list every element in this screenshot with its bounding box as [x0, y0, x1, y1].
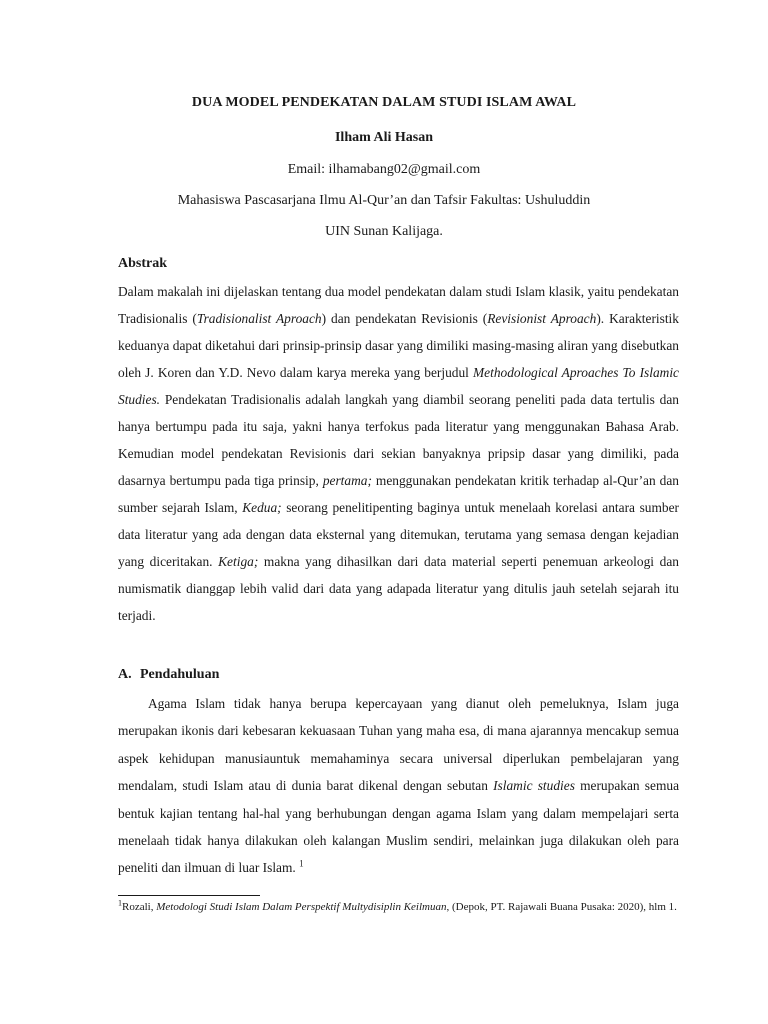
section-heading	[118, 667, 219, 683]
author-institution: UIN Sunan Kalijaga.	[325, 224, 443, 239]
footnote-mark: 1	[118, 898, 122, 908]
abstract-italic-term: Revisionist Aproach	[487, 311, 597, 326]
intro-italic-term: Islamic studies	[493, 778, 575, 794]
abstract-text: Dalam makalah ini dijelaskan tentang dua model pendekatan dalam studi Islam klasik, yaitu pendekatan Tradisionalis (	[118, 284, 679, 326]
abstract-text: makna yang dihasilkan dari data material seperti penemuan arkeologi dan numismatik dianggap lebih valid dari data yang adapada literatur yang ditulis jauh setelah sejarah itu terjadi.	[118, 554, 679, 623]
paper-title: DUA MODEL PENDEKATAN DALAM STUDI ISLAM AWAL	[191, 95, 577, 110]
section-title: Pendahuluan	[140, 667, 220, 682]
abstract-body	[118, 278, 679, 629]
abstract-italic-term: Kedua;	[242, 500, 282, 515]
footnote-divider	[118, 895, 260, 896]
introduction-body	[118, 690, 679, 882]
section-number: A.	[118, 667, 132, 682]
author-email: Email: ilhamabang02@gmail.com	[287, 162, 481, 177]
author-name: Ilham Ali Hasan	[334, 130, 434, 145]
author-affiliation: Mahasiswa Pascasarjana Ilmu Al-Qur’an dan Tafsir Fakultas: Ushuluddin	[177, 193, 591, 208]
abstract-text: menggunakan pendekatan kritik terhadap al-Qur’an dan sumber sejarah Islam,	[118, 473, 680, 515]
abstract-italic-term: Tradisionalist Aproach	[196, 311, 322, 326]
footnote-italic-title: Metodologi Studi Islam Dalam Perspektif Multydisiplin Keilmuan	[156, 901, 447, 913]
abstract-text: ) dan pendekatan Revisionis (	[321, 311, 488, 326]
abstract-italic-term: pertama;	[322, 473, 372, 488]
abstract-text: seorang penelitipenting baginya untuk menelaah korelasi antara sumber data literatur yang ada dengan data eksternal yang ditemukan, terutama yang semasa dengan kejadian yang diceritakan.	[118, 500, 679, 569]
abstract-text: ). Karakteristik keduanya dapat diketahui dari prinsip-prinsip dasar yang dimiliki masing-masing aliran yang disebutkan oleh J. Koren dan Y.D. Nevo dalam karya mereka yang berjudul	[118, 311, 679, 380]
footnote-text: , (Depok, PT. Rajawali Buana Pusaka: 2020), hlm 1.	[446, 901, 677, 913]
abstract-text: Pendekatan Tradisionalis adalah langkah yang diambil seorang peneliti pada data tertulis dan hanya bertumpu pada itu saja, yakni hanya terfokus pada literatur yang menggunakan Bahasa Arab. Kemudian model pendekatan Revisionis dari sekian banyaknya pripsip dasar yang dimiliki, pada dasarnya bertumpu pada tiga prinsip,	[118, 392, 679, 488]
abstract-italic-book-title: Methodological Aproaches To Islamic Studies.	[118, 365, 679, 407]
intro-text: merupakan semua bentuk kajian tentang hal-hal yang berhubungan dengan agama Islam yang dalam mempelajari serta menelaah tidak hanya dilakukan oleh kalangan Muslim sendiri, melainkan juga dilakukan oleh para peneliti dan ilmuan di luar Islam.	[118, 778, 680, 876]
abstract-heading: Abstrak	[118, 256, 168, 271]
footnote-reference[interactable]: 1	[299, 858, 304, 869]
abstract-italic-term: Ketiga;	[218, 554, 259, 569]
footnote-text: Rozali,	[122, 901, 157, 913]
intro-text: Agama Islam tidak hanya berupa kepercayaan yang dianut oleh pemeluknya, Islam juga merupakan ikonis dari kebesaran kekuasaan Tuhan yang maha esa, di mana ajarannya mencakup semua aspek kehidupan manusiauntuk memahaminya secara universal diperlukan pembelajaran yang mendalam, studi Islam atau di dunia barat dikenal dengan sebutan	[118, 696, 679, 794]
footnote	[118, 899, 679, 916]
